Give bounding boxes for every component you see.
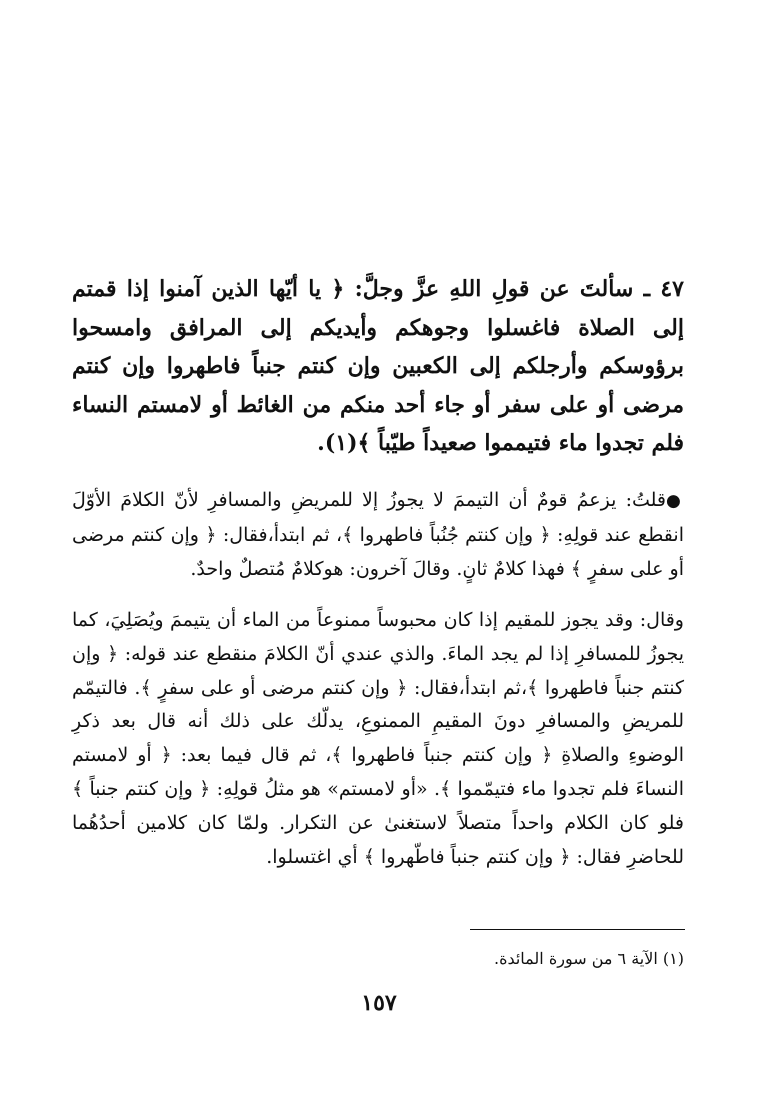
answer-paragraph-1 [72, 483, 684, 586]
footnote: (١) الآية ٦ من سورة المائدة. [493, 949, 684, 968]
bullet-icon: ● [666, 491, 684, 511]
page-number: ١٥٧ [361, 990, 397, 1016]
answer-paragraph-2: وقال: وقد يجوز للمقيم إذا كان محبوساً ممنوعاً من الماء أن يتيممَ ويُصَلِيَ، كما يجوزُ للمسافرِ إذا لم يجد الماءَ. والذي عندي أنّ الكلامَ منقطع عند قوله: ﴿ وإن كنتم جنباً فاطهروا ﴾،ثم ابتدأ،فقال: ﴿ وإن كنتم مرضى أو على سفرٍ ﴾. فالتيمّم للمريضِ والمسافرِ دونَ المقيمِ الممنوعِ، يدلّك على ذلك أنه قال بعد ذكرِ الوضوءِ والصلاةِ ﴿ وإن كنتم جنباً فاطهروا ﴾، ثم قال فيما بعد: ﴿ أو لامستم النساءَ فلم تجدوا ماء فتيمّموا ﴾. «أو لامستم» هو مثلُ قولِهِ: ﴿ وإن كنتم جنباً ﴾ فلو كان الكلام واحداً متصلاً لاستغنىٰ عن التكرار. ولمّا كان كلامين أحدُهُما للحاضرِ فقال: ﴿ وإن كنتم جنباً فاطّهروا ﴾ أي اغتسلوا. [72, 609, 684, 868]
answer-text-1: قلتُ: يزعمُ قومٌ أن التيممَ لا يجوزُ إلا للمريضِ والمسافرِ لأنّ الكلامَ الأوّلَ انقطع عند قولِهِ: ﴿ وإن كنتم جُنُباً فاطهروا ﴾، ثم ابتدأ،فقال: ﴿ وإن كنتم مرضى أو على سفرٍ ﴾ فهذا كلامٌ ثانٍ. وقالَ آخرون: هوكلامٌ مُتصلٌ واحدٌ. [72, 489, 684, 580]
footnote-divider [470, 929, 685, 930]
question-paragraph: ٤٧ ـ سألتَ عن قولِ اللهِ عزَّ وجلَّ: ﴿ يا أيّها الذين آمنوا إذا قمتم إلى الصلاة فاغسلوا وجوهكم وأيديكم إلى المرافق وامسحوا برؤوسكم وأرجلكم إلى الكعبين وإن كنتم جنباً فاطهروا وإن كنتم مرضى أو على سفر أو جاء أحد منكم من الغائط أو لامستم النساء فلم تجدوا ماء فتيمموا صعيداً طيّباً ﴾(١). [72, 276, 684, 456]
